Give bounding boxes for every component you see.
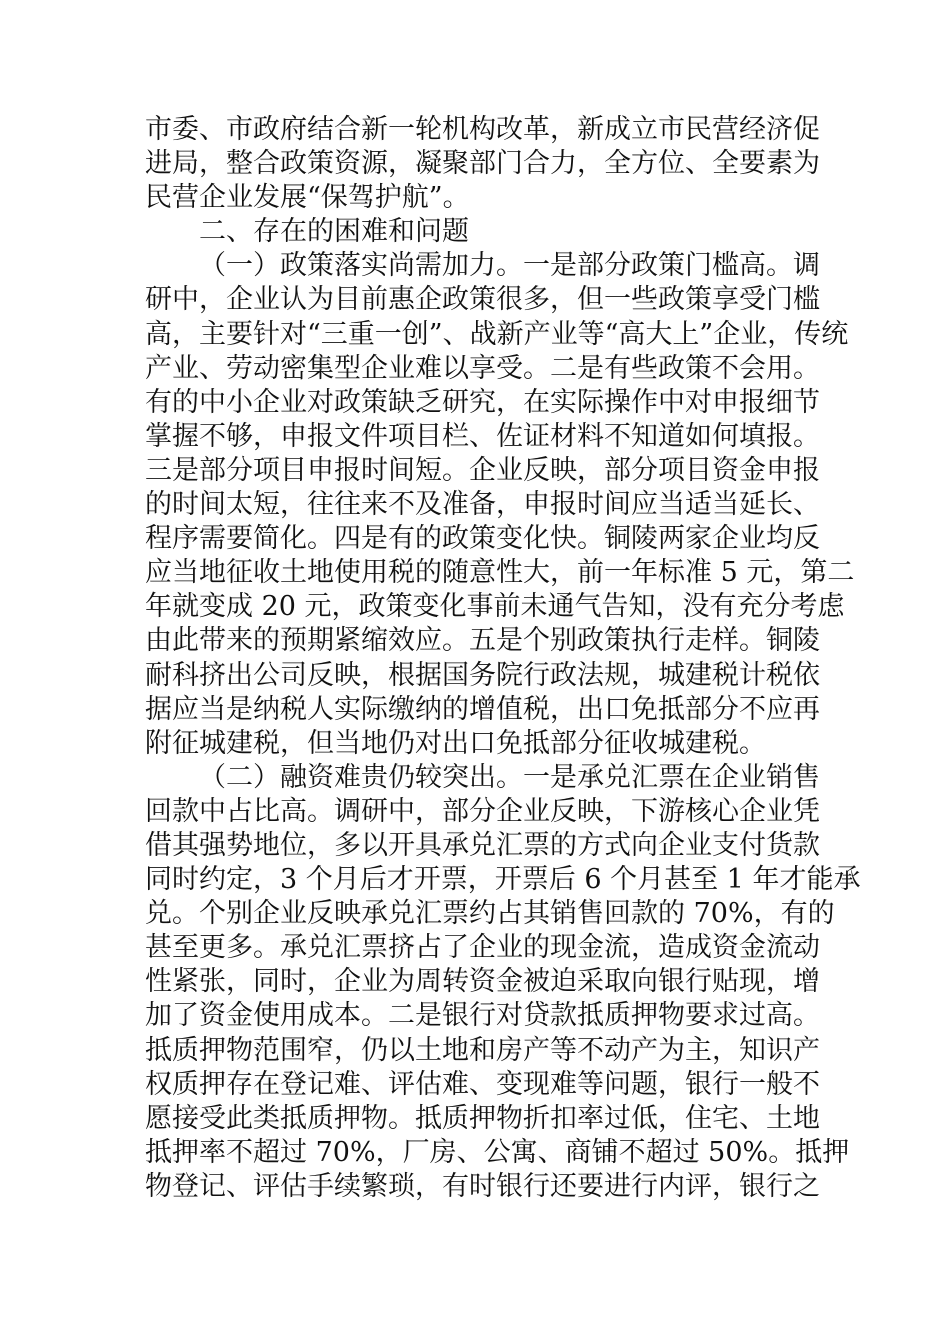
- text-line: 耐科挤出公司反映，根据国务院行政法规，城建税计税依: [145, 659, 820, 691]
- text-line: 加了资金使用成本。二是银行对贷款抵质押物要求过高。: [145, 1000, 820, 1032]
- text-line: （二）融资难贵仍较突出。一是承兑汇票在企业销售: [199, 761, 820, 793]
- text-line: 研中，企业认为目前惠企政策很多，但一些政策享受门槛: [145, 284, 820, 316]
- text-line: 回款中占比高。调研中，部分企业反映，下游核心企业凭: [145, 795, 820, 827]
- text-line: 应当地征收土地使用税的随意性大，前一年标准 5 元，第二: [145, 557, 855, 589]
- text-line: （一）政策落实尚需加力。一是部分政策门槛高。调: [199, 250, 820, 282]
- text-line: 抵押率不超过 70%，厂房、公寓、商铺不超过 50%。抵押: [145, 1136, 850, 1168]
- text-line: 同时约定，3 个月后才开票，开票后 6 个月甚至 1 年才能承: [145, 864, 861, 896]
- text-line: 产业、劳动密集型企业难以享受。二是有些政策不会用。: [145, 352, 820, 384]
- text-line: 的时间太短，往往来不及准备，申报时间应当适当延长、: [145, 489, 820, 521]
- text-line: 兑。个别企业反映承兑汇票约占其销售回款的 70%，有的: [145, 898, 835, 930]
- text-line: 附征城建税，但当地仍对出口免抵部分征收城建税。: [145, 727, 766, 759]
- text-line: 高，主要针对“三重一创”、战新产业等“高大上”企业，传统: [145, 318, 849, 350]
- text-line: 甚至更多。承兑汇票挤占了企业的现金流，造成资金流动: [145, 932, 820, 964]
- text-line: 权质押存在登记难、评估难、变现难等问题，银行一般不: [145, 1068, 820, 1100]
- section-heading: 二、存在的困难和问题: [199, 216, 469, 248]
- text-line: 进局，整合政策资源，凝聚部门合力，全方位、全要素为: [145, 148, 820, 180]
- text-line: 据应当是纳税人实际缴纳的增值税，出口免抵部分不应再: [145, 693, 820, 725]
- text-line: 掌握不够，申报文件项目栏、佐证材料不知道如何填报。: [145, 420, 820, 452]
- text-line: 借其强势地位，多以开具承兑汇票的方式向企业支付货款: [145, 829, 820, 861]
- text-line: 有的中小企业对政策缺乏研究，在实际操作中对申报细节: [145, 386, 820, 418]
- text-line: 民营企业发展“保驾护航”。: [145, 182, 470, 214]
- text-line: 物登记、评估手续繁琐，有时银行还要进行内评，银行之: [145, 1170, 820, 1202]
- text-line: 愿接受此类抵质押物。抵质押物折扣率过低，住宅、土地: [145, 1102, 820, 1134]
- text-line: 程序需要简化。四是有的政策变化快。铜陵两家企业均反: [145, 523, 820, 555]
- text-line: 由此带来的预期紧缩效应。五是个别政策执行走样。铜陵: [145, 625, 820, 657]
- text-line: 三是部分项目申报时间短。企业反映，部分项目资金申报: [145, 454, 820, 486]
- text-line: 性紧张，同时，企业为周转资金被迫采取向银行贴现，增: [145, 966, 820, 998]
- body-text: [145, 113, 861, 1204]
- text-line: 抵质押物范围窄，仍以土地和房产等不动产为主，知识产: [145, 1034, 820, 1066]
- text-line: 市委、市政府结合新一轮机构改革，新成立市民营经济促: [145, 114, 820, 145]
- text-line: 年就变成 20 元，政策变化事前未通气告知，没有充分考虑: [145, 591, 845, 623]
